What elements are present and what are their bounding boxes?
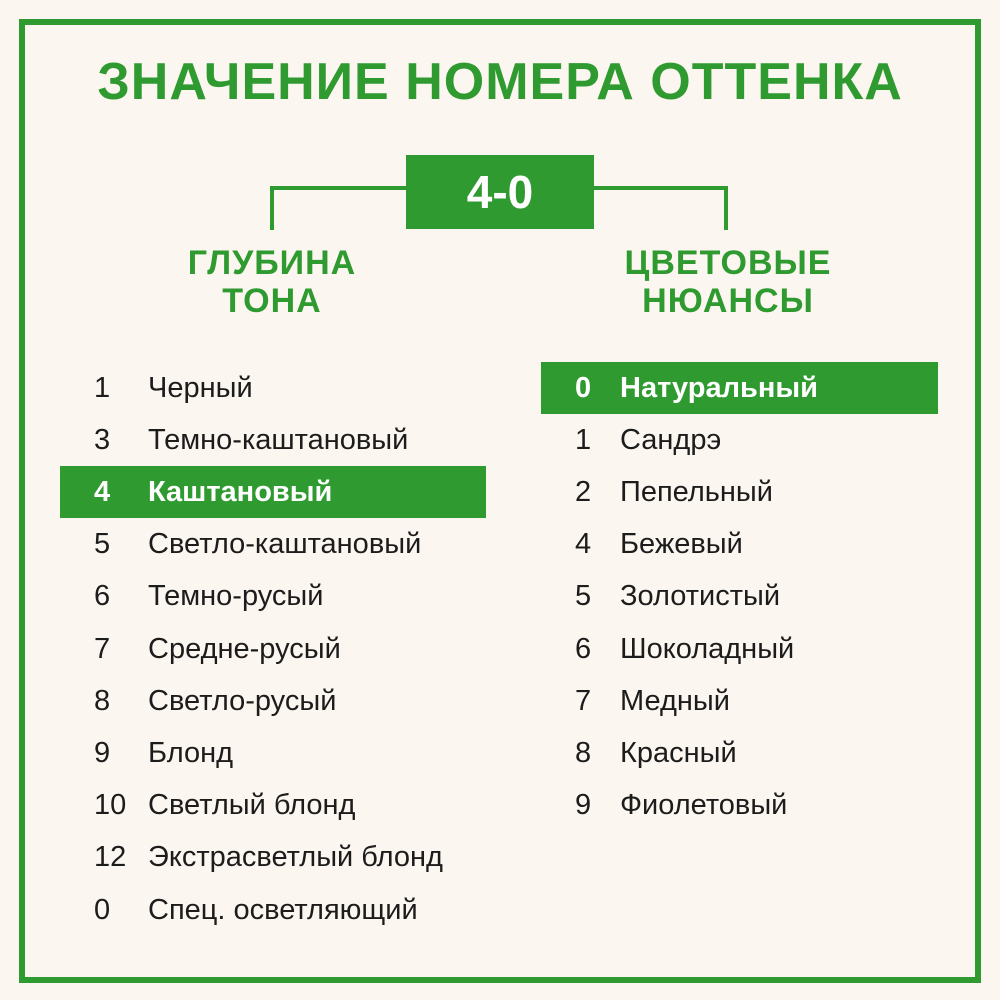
item-label: Красный xyxy=(620,736,737,769)
right-column-title-line: ЦВЕТОВЫЕ xyxy=(624,244,832,282)
left-column-title-line: ТОНА xyxy=(222,282,322,320)
item-label: Средне-русый xyxy=(148,632,341,665)
color-nuance-item xyxy=(541,466,938,518)
tone-depth-item xyxy=(60,884,486,936)
item-label: Медный xyxy=(620,684,730,717)
item-label: Сандрэ xyxy=(620,423,722,456)
tone-depth-item xyxy=(60,832,486,884)
item-number: 12 xyxy=(94,841,127,874)
item-label: Светлый блонд xyxy=(148,789,356,822)
item-label: Блонд xyxy=(148,736,234,769)
item-number: 4 xyxy=(94,475,111,508)
item-number: 6 xyxy=(575,632,592,665)
tone-depth-item xyxy=(60,727,486,779)
item-number: 9 xyxy=(575,789,592,822)
color-nuance-item xyxy=(541,571,938,623)
connector-right-vertical xyxy=(724,186,728,230)
item-number: 1 xyxy=(94,371,111,404)
item-label: Золотистый xyxy=(620,580,781,613)
tone-depth-item xyxy=(60,362,486,414)
connector-right-horizontal xyxy=(594,186,728,190)
shade-code-box: 4-0 xyxy=(406,155,594,229)
item-number: 7 xyxy=(575,684,592,717)
item-number: 5 xyxy=(575,580,592,613)
tone-depth-item xyxy=(60,571,486,623)
tone-depth-item xyxy=(60,675,486,727)
item-label: Фиолетовый xyxy=(620,789,788,822)
item-label: Темно-русый xyxy=(148,580,324,613)
item-label: Каштановый xyxy=(148,475,333,508)
color-nuance-item xyxy=(541,780,938,832)
item-number: 4 xyxy=(575,528,592,561)
item-number: 0 xyxy=(94,893,111,926)
color-nuance-item xyxy=(541,519,938,571)
item-number: 5 xyxy=(94,528,111,561)
item-number: 2 xyxy=(575,475,592,508)
item-number: 9 xyxy=(94,736,111,769)
item-number: 1 xyxy=(575,423,592,456)
connector-left-horizontal xyxy=(270,186,406,190)
tone-depth-item xyxy=(60,466,486,518)
item-number: 7 xyxy=(94,632,111,665)
right-column-title xyxy=(588,244,868,320)
color-nuance-item xyxy=(541,414,938,466)
tone-depth-item xyxy=(60,519,486,571)
color-nuance-item xyxy=(541,623,938,675)
item-number: 6 xyxy=(94,580,111,613)
item-label: Спец. осветляющий xyxy=(148,893,418,926)
item-number: 3 xyxy=(94,423,111,456)
page-title: ЗНАЧЕНИЕ НОМЕРА ОТТЕНКА xyxy=(97,53,903,111)
item-number: 0 xyxy=(575,371,592,404)
tone-depth-item xyxy=(60,414,486,466)
color-nuance-item xyxy=(541,727,938,779)
item-label: Шоколадный xyxy=(620,632,795,665)
item-label: Бежевый xyxy=(620,528,743,561)
item-label: Светло-русый xyxy=(148,684,337,717)
item-number: 10 xyxy=(94,789,127,822)
right-column-title-line: НЮАНСЫ xyxy=(642,282,814,320)
item-label: Черный xyxy=(148,371,253,404)
color-nuance-item xyxy=(541,675,938,727)
item-label: Светло-каштановый xyxy=(148,528,422,561)
item-label: Темно-каштановый xyxy=(148,423,409,456)
item-label: Экстрасветлый блонд xyxy=(148,841,443,874)
left-column-title-line: ГЛУБИНА xyxy=(187,244,357,282)
tone-depth-item xyxy=(60,780,486,832)
tone-depth-item xyxy=(60,623,486,675)
item-label: Пепельный xyxy=(620,475,773,508)
left-column-title xyxy=(142,244,402,320)
item-label: Натуральный xyxy=(620,371,818,404)
item-number: 8 xyxy=(575,736,592,769)
color-nuance-item xyxy=(541,362,938,414)
connector-left-vertical xyxy=(270,186,274,230)
item-number: 8 xyxy=(94,684,111,717)
